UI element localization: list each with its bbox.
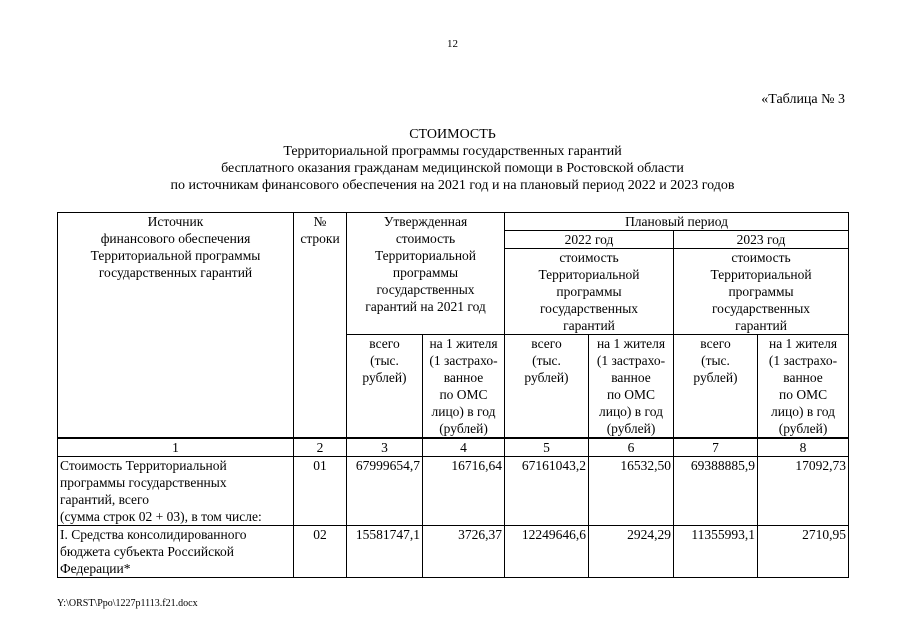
column-number: 2 (294, 438, 347, 457)
table-row (58, 526, 849, 578)
header-total-2022: всего (тыс. рублей) (505, 335, 589, 439)
table-reference: «Таблица № 3 (761, 92, 845, 107)
file-path-footer: Y:\ORST\Ppo\1227p1113.f21.docx (57, 598, 198, 609)
header-year-2022: 2022 год стоимость Территориальной программы государственных гарантий (505, 231, 674, 335)
value-cell: 2924,29 (589, 526, 674, 578)
row-label: I. Средства консолидированного бюджета субъекта Российской Федерации* (58, 526, 294, 578)
column-number: 3 (347, 438, 423, 457)
title-line-2: Территориальной программы государственных гарантий (283, 144, 622, 159)
column-number: 6 (589, 438, 674, 457)
row-label: Стоимость Территориальной программы государственных гарантий, всего (сумма строк 02 + 03), в том числе: (58, 457, 294, 526)
column-number: 1 (58, 438, 294, 457)
value-cell: 12249646,6 (505, 526, 589, 578)
header-per-capita-2021: на 1 жителя (1 застрахо- ванное по ОМС лицо) в год (рублей) (423, 335, 505, 439)
table-row (58, 457, 849, 526)
title-line-1: СТОИМОСТЬ (409, 127, 496, 142)
header-source: Источник финансового обеспечения Территориальной программы государственных гарантий (58, 213, 294, 439)
row-number: 01 (294, 457, 347, 526)
value-cell: 67161043,2 (505, 457, 589, 526)
column-number: 5 (505, 438, 589, 457)
value-cell: 11355993,1 (674, 526, 758, 578)
column-number: 8 (758, 438, 849, 457)
document-title (0, 126, 905, 194)
value-cell: 2710,95 (758, 526, 849, 578)
header-planned-period: Плановый период (505, 213, 849, 231)
column-number: 4 (423, 438, 505, 457)
title-line-3: бесплатного оказания гражданам медицинской помощи в Ростовской области (221, 161, 684, 176)
header-approved-cost: Утвержденная стоимость Территориальной программы государственных гарантий на 2021 год (347, 213, 505, 335)
header-total-2021: всего (тыс. рублей) (347, 335, 423, 439)
value-cell: 69388885,9 (674, 457, 758, 526)
value-cell: 3726,37 (423, 526, 505, 578)
header-year-2023: 2023 год стоимость Территориальной программы государственных гарантий (674, 231, 849, 335)
row-number: 02 (294, 526, 347, 578)
value-cell: 16716,64 (423, 457, 505, 526)
page-number: 12 (447, 38, 458, 50)
value-cell: 15581747,1 (347, 526, 423, 578)
value-cell: 16532,50 (589, 457, 674, 526)
cost-table (57, 212, 849, 578)
header-row-number: № строки (294, 213, 347, 439)
value-cell: 17092,73 (758, 457, 849, 526)
column-number: 7 (674, 438, 758, 457)
header-total-2023: всего (тыс. рублей) (674, 335, 758, 439)
column-number-row (58, 438, 849, 457)
value-cell: 67999654,7 (347, 457, 423, 526)
header-per-capita-2023: на 1 жителя (1 застрахо- ванное по ОМС лицо) в год (рублей) (758, 335, 849, 439)
header-per-capita-2022: на 1 жителя (1 застрахо- ванное по ОМС лицо) в год (рублей) (589, 335, 674, 439)
title-line-4: по источникам финансового обеспечения на 2021 год и на плановый период 2022 и 2023 годов (170, 178, 735, 193)
